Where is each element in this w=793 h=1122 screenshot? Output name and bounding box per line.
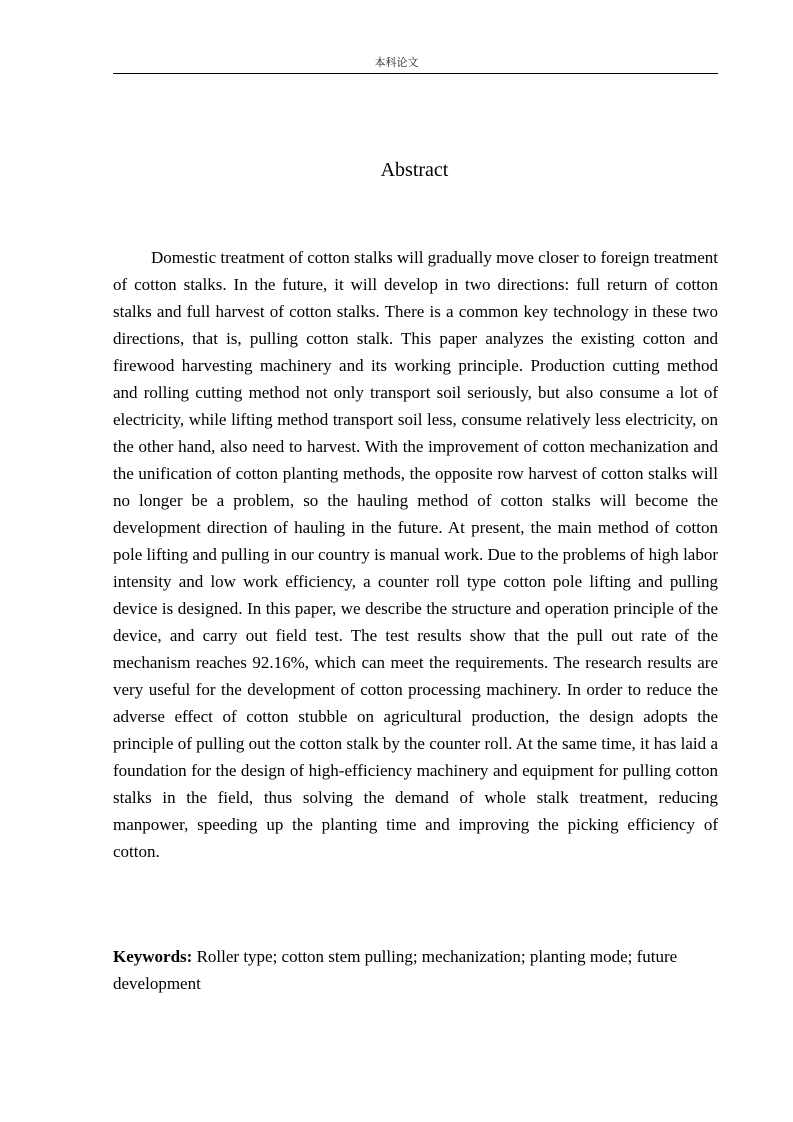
keywords-text: Roller type; cotton stem pulling; mechanization; planting mode; future development [113, 947, 678, 993]
abstract-title: Abstract [380, 159, 449, 181]
header-divider [113, 73, 718, 74]
keywords-line [113, 943, 718, 997]
keywords-label: Keywords: [113, 947, 193, 966]
abstract-body: Domestic treatment of cotton stalks will gradually move closer to foreign treatment of cotton stalks. In the future, it will develop in two directions: full return of cotton stalks and full harvest of cotton stalks. There is a common key technology in these two directions, that is, pulling cotton stalk. This paper analyzes the existing cotton and firewood harvesting machinery and its working principle. Production cutting method and rolling cutting method not only transport soil seriously, but also consume a lot of electricity, while lifting method transport soil less, consume relatively less electricity, on the other hand, also need to harvest. With the improvement of cotton mechanization and the unification of cotton planting methods, the opposite row harvest of cotton stalks will no longer be a problem, so the hauling method of cotton stalks will become the development direction of hauling in the future. At present, the main method of cotton pole lifting and pulling in our country is manual work. Due to the problems of high labor intensity and low work efficiency, a counter roll type cotton pole lifting and pulling device is designed. In this paper, we describe the structure and operation principle of the device, and carry out field test. The test results show that the pull out rate of the mechanism reaches 92.16%, which can meet the requirements. The research results are very useful for the development of cotton processing machinery. In order to reduce the adverse effect of cotton stubble on agricultural production, the design adopts the principle of pulling out the cotton stalk by the counter roll. At the same time, it has laid a foundation for the design of high-efficiency machinery and equipment for pulling cotton stalks in the field, thus solving the demand of whole stalk treatment, reducing manpower, speeding up the planting time and improving the picking efficiency of cotton. [113, 248, 718, 861]
running-header: 本科论文 [374, 56, 419, 69]
